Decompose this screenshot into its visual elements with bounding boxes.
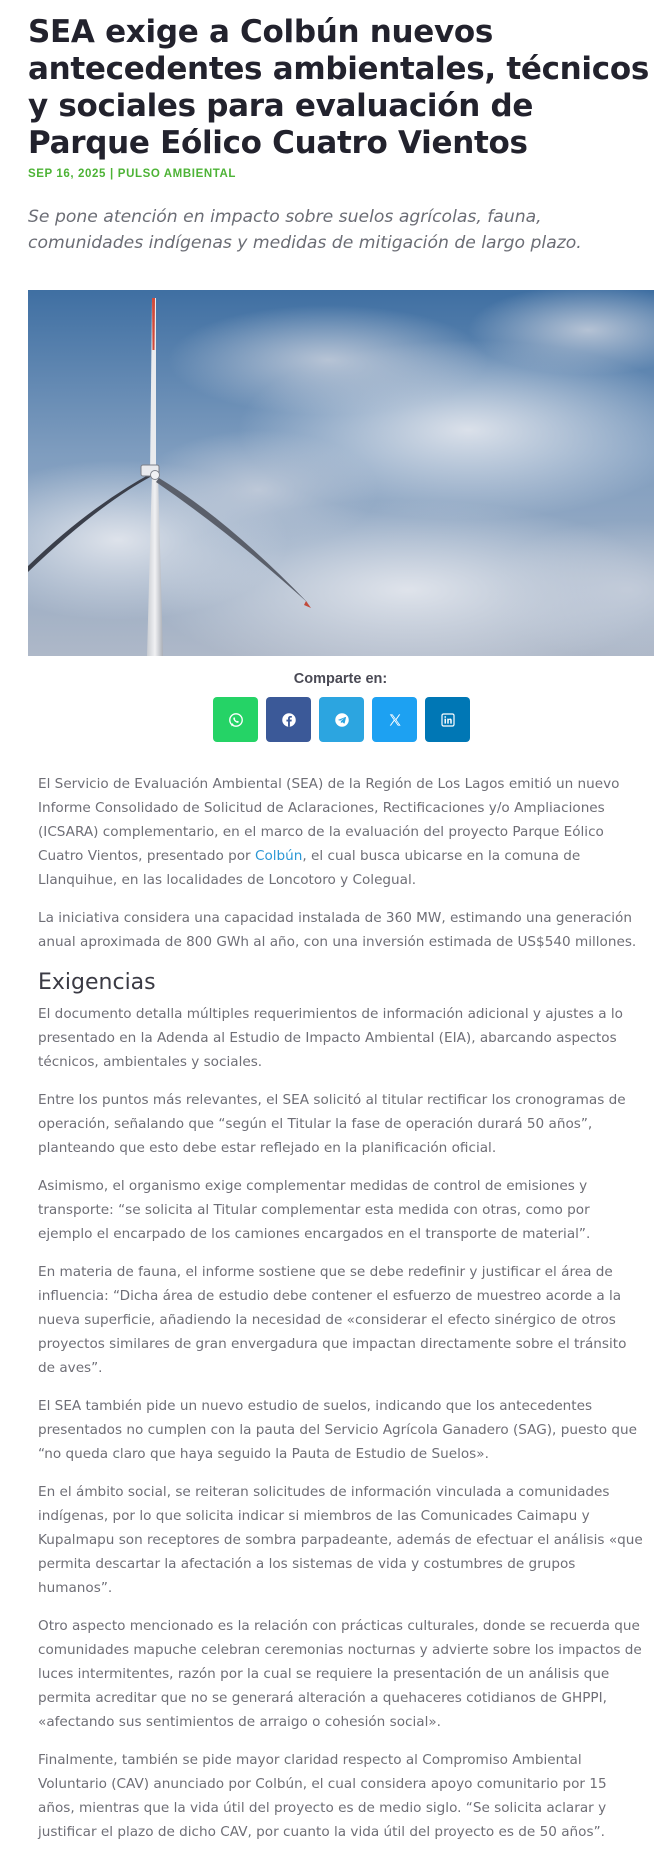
- article-body: [38, 772, 644, 1858]
- share-x-button[interactable]: [372, 697, 417, 742]
- paragraph-cav: Finalmente, también se pide mayor claridad respecto al Compromiso Ambiental Voluntario (CAV) anunciado por Colbún, el cual considera apoyo comunitario por 15 años, mientras que la vida útil del proyecto es de medio siglo. “Se solicita aclarar y justificar el plazo de dicho CAV, por cuanto la vida útil del proyecto es de 50 años”.: [38, 1752, 607, 1840]
- paragraph-soils: El SEA también pide un nuevo estudio de suelos, indicando que los antecedentes presentados no cumplen con la pauta del Servicio Agrícola Ganadero (SAG), puesto que “no queda claro que haya seguido la Pauta de Estudio de Suelos».: [38, 1398, 637, 1462]
- link-colbun[interactable]: Colbún: [254, 848, 303, 864]
- hero-image-wind-turbine: [28, 290, 654, 656]
- share-label: Comparte en:: [293, 671, 388, 687]
- share-buttons: [213, 697, 470, 742]
- paragraph-intro: El Servicio de Evaluación Ambiental (SEA) de la Región de Los Lagos emitió un nuevo Informe Consolidado de Solicitud de Aclaraciones, Rectificaciones y/o Ampliaciones (ICSARA) complementario, en el marco de la evaluación del proyecto Parque Eólico Cuatro Vientos, presentado por Colbún, el cual busca ubicarse en la comuna de Llanquihue, en las localidades de Loncotoro y Colegual.: [38, 776, 620, 888]
- paragraph-operation-schedule: Entre los puntos más relevantes, el SEA solicitó al titular rectificar los cronogramas de operación, señalando que “según el Titular la fase de operación durará 50 años”, planteando que esto debe estar reflejado en la planificación oficial.: [38, 1092, 626, 1156]
- paragraph-requirements: El documento detalla múltiples requerimientos de información adicional y ajustes a lo presentado en la Adenda al Estudio de Impacto Ambiental (EIA), abarcando aspectos técnicos, ambientales y sociales.: [38, 1006, 623, 1070]
- share-facebook-button[interactable]: [266, 697, 311, 742]
- article-subtitle: Se pone atención en impacto sobre suelos agrícolas, fauna, comunidades indígenas y medidas de mitigación de largo plazo.: [28, 207, 582, 253]
- telegram-icon: [333, 711, 351, 729]
- share-linkedin-button[interactable]: [425, 697, 470, 742]
- paragraph-capacity: La iniciativa considera una capacidad instalada de 360 MW, estimando una generación anual aproximada de 800 GWh al año, con una inversión estimada de US$540 millones.: [38, 910, 637, 950]
- article-category[interactable]: PULSO AMBIENTAL: [117, 168, 237, 180]
- whatsapp-icon: [227, 711, 245, 729]
- share-whatsapp-button[interactable]: [213, 697, 258, 742]
- paragraph-social: En el ámbito social, se reiteran solicitudes de información vinculada a comunidades indígenas, por lo que solicita indicar si miembros de las Comunicades Caimapu y Kupalmapu son receptores de sombra parpadeante, además de efectuar el análisis «que permita descartar la afectación a los sistemas de vida y costumbres de grupos humanos”.: [38, 1484, 643, 1596]
- meta-separator: |: [109, 168, 114, 180]
- article-title: SEA exige a Colbún nuevos antecedentes ambientales, técnicos y sociales para evaluación de Parque Eólico Cuatro Vientos: [28, 14, 649, 161]
- article-date: SEP 16, 2025: [28, 168, 106, 180]
- paragraph-cultural: Otro aspecto mencionado es la relación con prácticas culturales, donde se recuerda que comunidades mapuche celebran ceremonias nocturnas y advierte sobre los impactos de luces intermitentes, razón por la cual se requiere la presentación de un análisis que permita acreditar que no se generará alteración a quehaceres cotidianos de GHPPI, «afectando sus sentimientos de arraigo o cohesión social».: [38, 1618, 642, 1730]
- facebook-icon: [280, 711, 298, 729]
- paragraph-emissions: Asimismo, el organismo exige complementar medidas de control de emisiones y transporte: “se solicita al Titular complementar esta medida con otras, como por ejemplo el encarpado de los camiones encargados en el transporte de material”.: [38, 1178, 591, 1242]
- share-telegram-button[interactable]: [319, 697, 364, 742]
- section-heading-exigencias: Exigencias: [38, 970, 156, 995]
- article-meta: [28, 168, 236, 180]
- x-icon: [386, 711, 404, 729]
- linkedin-icon: [439, 711, 457, 729]
- paragraph-fauna: En materia de fauna, el informe sostiene que se debe redefinir y justificar el área de influencia: “Dicha área de estudio debe contener el esfuerzo de muestreo acorde a la nueva superficie, añadiendo la necesidad de «considerar el efecto sinérgico de otros proyectos similares de gran envergadura que impactan directamente sobre el tránsito de aves”.: [38, 1264, 627, 1376]
